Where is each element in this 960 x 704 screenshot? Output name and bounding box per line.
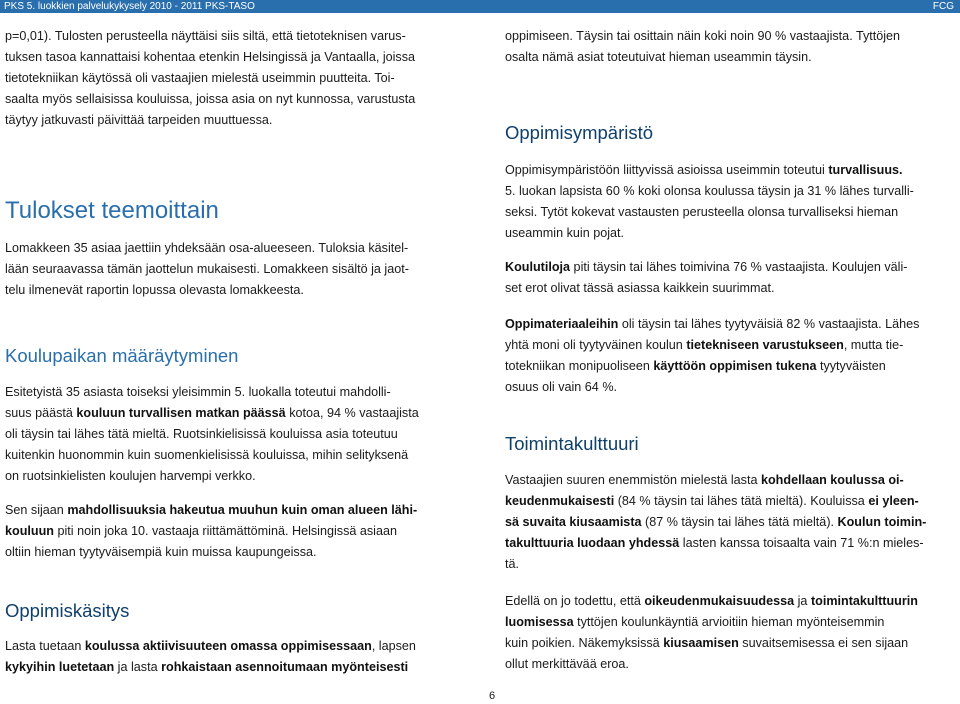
bold-text: keudenmukaisesti [505, 494, 615, 508]
bold-text: toimintakulttuurin [810, 594, 918, 608]
bold-text: kouluun [5, 524, 54, 538]
text-line: 5. luokan lapsista 60 % koki olonsa koulussa täysin ja 31 % lähes turvalli- [505, 184, 914, 198]
text-line [5, 500, 417, 521]
text-line: tietotekniikan käytössä oli vastaajien mielestä useimmin puutteita. Toi- [5, 71, 395, 85]
bold-text: mahdollisuuksia hakeutua muuhun kuin oman alueen lähi- [67, 503, 418, 517]
header-logo-text: FCG [932, 1, 954, 12]
bold-text: kohdellaan koulussa oi- [760, 473, 904, 487]
text-line [505, 512, 926, 533]
text-run: (87 % täysin tai lähes tätä mieltä). [641, 515, 838, 529]
text-line [505, 335, 919, 356]
page-number: 6 [489, 690, 496, 702]
heading-koulupaikka: Koulupaikan määräytyminen [5, 345, 239, 366]
text-line: oltiin hieman tyytyväisempiä kuin muissa kaupungeissa. [5, 545, 317, 559]
text-line [5, 521, 417, 542]
text-line: osuus oli vain 64 %. [505, 380, 618, 394]
text-line: saalta myös sellaisissa kouluissa, joissa asia on nyt kunnossa, varustusta [5, 92, 416, 106]
text-line: lään seuraavassa tämän jaottelun mukaisesti. Lomakkeen sisältö ja jaot- [5, 262, 409, 276]
ymparisto-paragraph-1 [505, 160, 914, 244]
text-run: (84 % täysin tai lähes tätä mieltä). Kouluissa [614, 494, 869, 508]
text-line: oli täysin tai lähes tätä mieltä. Ruotsinkielisissä kouluissa asia toteutuu [5, 427, 398, 441]
text-line: tuksen tasoa kannattaisi kohentaa etenkin Helsingissä ja Vantaalla, joissa [5, 50, 416, 64]
text-run: suus päästä [5, 406, 77, 420]
text-line [505, 257, 907, 278]
bold-text: kiusaamisen [663, 636, 739, 650]
text-run: suvaitsemisessa ei sen sijaan [738, 636, 909, 650]
text-run: ja lasta [114, 660, 162, 674]
bold-text: käyttöön oppimisen tukena [653, 359, 817, 373]
bold-text: kouluun turvallisen matkan päässä [76, 406, 286, 420]
text-run: Edellä on jo todettu, että [505, 594, 645, 608]
text-run: totekniikan monipuoliseen [505, 359, 654, 373]
text-line: telu ilmenevät raportin lopussa olevasta lomakkeesta. [5, 283, 304, 297]
heading-oppimiskasitys: Oppimiskäsitys [5, 600, 130, 621]
text-line: set erot olivat tässä asiassa kaikkein suurimmat. [505, 281, 775, 295]
text-run: oli täysin tai lähes tyytyväisiä 82 % vastaajista. Lähes [618, 317, 920, 331]
bold-text: takulttuuria luodaan yhdessä [505, 536, 680, 550]
heading-tulokset-teemoittain: Tulokset teemoittain [5, 197, 219, 224]
text-line: Lomakkeen 35 asiaa jaettiin yhdeksään osa-alueeseen. Tuloksia käsitel- [5, 241, 409, 255]
text-line: p=0,01). Tulosten perusteella näyttäisi siis siltä, että tietoteknisen varus- [5, 29, 406, 43]
text-run: kotoa, 94 % vastaajista [285, 406, 419, 420]
text-line [505, 470, 926, 491]
ymparisto-paragraph-2 [505, 257, 907, 299]
text-line [505, 612, 918, 633]
teemoittain-paragraph [5, 238, 409, 301]
text-line: ollut merkittävää eroa. [505, 657, 629, 671]
text-line [5, 657, 416, 678]
text-line: useammin kuin pojat. [505, 226, 625, 240]
text-line [505, 533, 926, 554]
bold-text: sä suvaita kiusaamista [505, 515, 642, 529]
text-run: piti täysin tai lähes toimivina 76 % vastaajista. Koulujen väli- [570, 260, 908, 274]
text-line [505, 633, 918, 654]
bold-text: tietekniseen varustukseen [686, 338, 844, 352]
bold-text: Koulun toimin- [837, 515, 927, 529]
koulupaikka-paragraph-1 [5, 382, 419, 487]
koulupaikka-paragraph-2 [5, 500, 417, 563]
header-title: PKS 5. luokkien palvelukykysely 2010 - 2011 PKS-TASO [4, 1, 255, 12]
text-line [505, 591, 918, 612]
text-run: , mutta tie- [843, 338, 904, 352]
bold-text: luomisessa [505, 615, 574, 629]
text-line: oppimiseen. Täysin tai osittain näin koki noin 90 % vastaajista. Tyttöjen [505, 29, 901, 43]
heading-toimintakulttuuri: Toimintakulttuuri [505, 433, 639, 454]
text-line [5, 636, 416, 657]
bold-text: oikeudenmukaisuudessa [644, 594, 795, 608]
bold-text: turvallisuus. [828, 163, 903, 177]
text-line [5, 403, 419, 424]
bold-text: rohkaistaan asennoitumaan myönteisesti [161, 660, 409, 674]
text-run: Sen sijaan [5, 503, 68, 517]
toimintakulttuuri-paragraph-1 [505, 470, 926, 575]
text-line: osalta nämä asiat toteutuivat hieman useammin täysin. [505, 50, 812, 64]
header-bar [0, 0, 960, 13]
bold-text: ei yleen- [868, 494, 919, 508]
bold-text: Koulutiloja [505, 260, 571, 274]
toimintakulttuuri-paragraph-2 [505, 591, 918, 675]
ymparisto-paragraph-3 [505, 314, 919, 398]
text-run: tyttöjen koulunkäyntiä arvioitiin hieman myönteisemmin [573, 615, 885, 629]
bold-text: kykyihin luetetaan [5, 660, 115, 674]
text-line [505, 356, 919, 377]
text-line [505, 160, 914, 181]
text-line: kuitenkin huonommin kuin suomenkielisissä kouluissa, mihin selityksenä [5, 448, 409, 462]
text-run: kuin poikien. Näkemyksissä [505, 636, 664, 650]
text-line: täytyy jatkuvasti päivittää tarpeiden muuttuessa. [5, 113, 273, 127]
text-line: on ruotsinkielisten koulujen harvempi verkko. [5, 469, 256, 483]
text-run: Vastaajien suuren enemmistön mielestä lasta [505, 473, 761, 487]
text-line: Esitetyistä 35 asiasta toiseksi yleisimmin 5. luokalla toteutui mahdolli- [5, 385, 391, 399]
oppimiskasitys-paragraph [5, 636, 416, 678]
heading-oppimisymparisto: Oppimisympäristö [505, 122, 654, 143]
text-line [505, 314, 919, 335]
text-line: seksi. Tytöt kokevat vastausten perusteella olonsa turvalliseksi hieman [505, 205, 899, 219]
bold-text: Oppimateriaaleihin [505, 317, 619, 331]
text-run: yhtä moni oli tyytyväinen koulun [505, 338, 687, 352]
text-line [505, 491, 926, 512]
text-run: , lapsen [371, 639, 416, 653]
text-line: tä. [505, 557, 520, 571]
bold-text: koulussa aktiivisuuteen omassa oppimisessaan [84, 639, 372, 653]
text-run: tyytyväisten [816, 359, 886, 373]
intro-paragraph [5, 26, 415, 131]
text-run: Oppimisympäristöön liittyvissä asioissa useimmin toteutui [505, 163, 829, 177]
right-intro-paragraph [505, 26, 900, 68]
text-run: Lasta tuetaan [5, 639, 85, 653]
text-run: ja [794, 594, 811, 608]
text-run: piti noin joka 10. vastaaja riittämättöminä. Helsingissä asiaan [53, 524, 397, 538]
text-run: lasten kanssa toisaalta vain 71 %:n mieles- [679, 536, 924, 550]
